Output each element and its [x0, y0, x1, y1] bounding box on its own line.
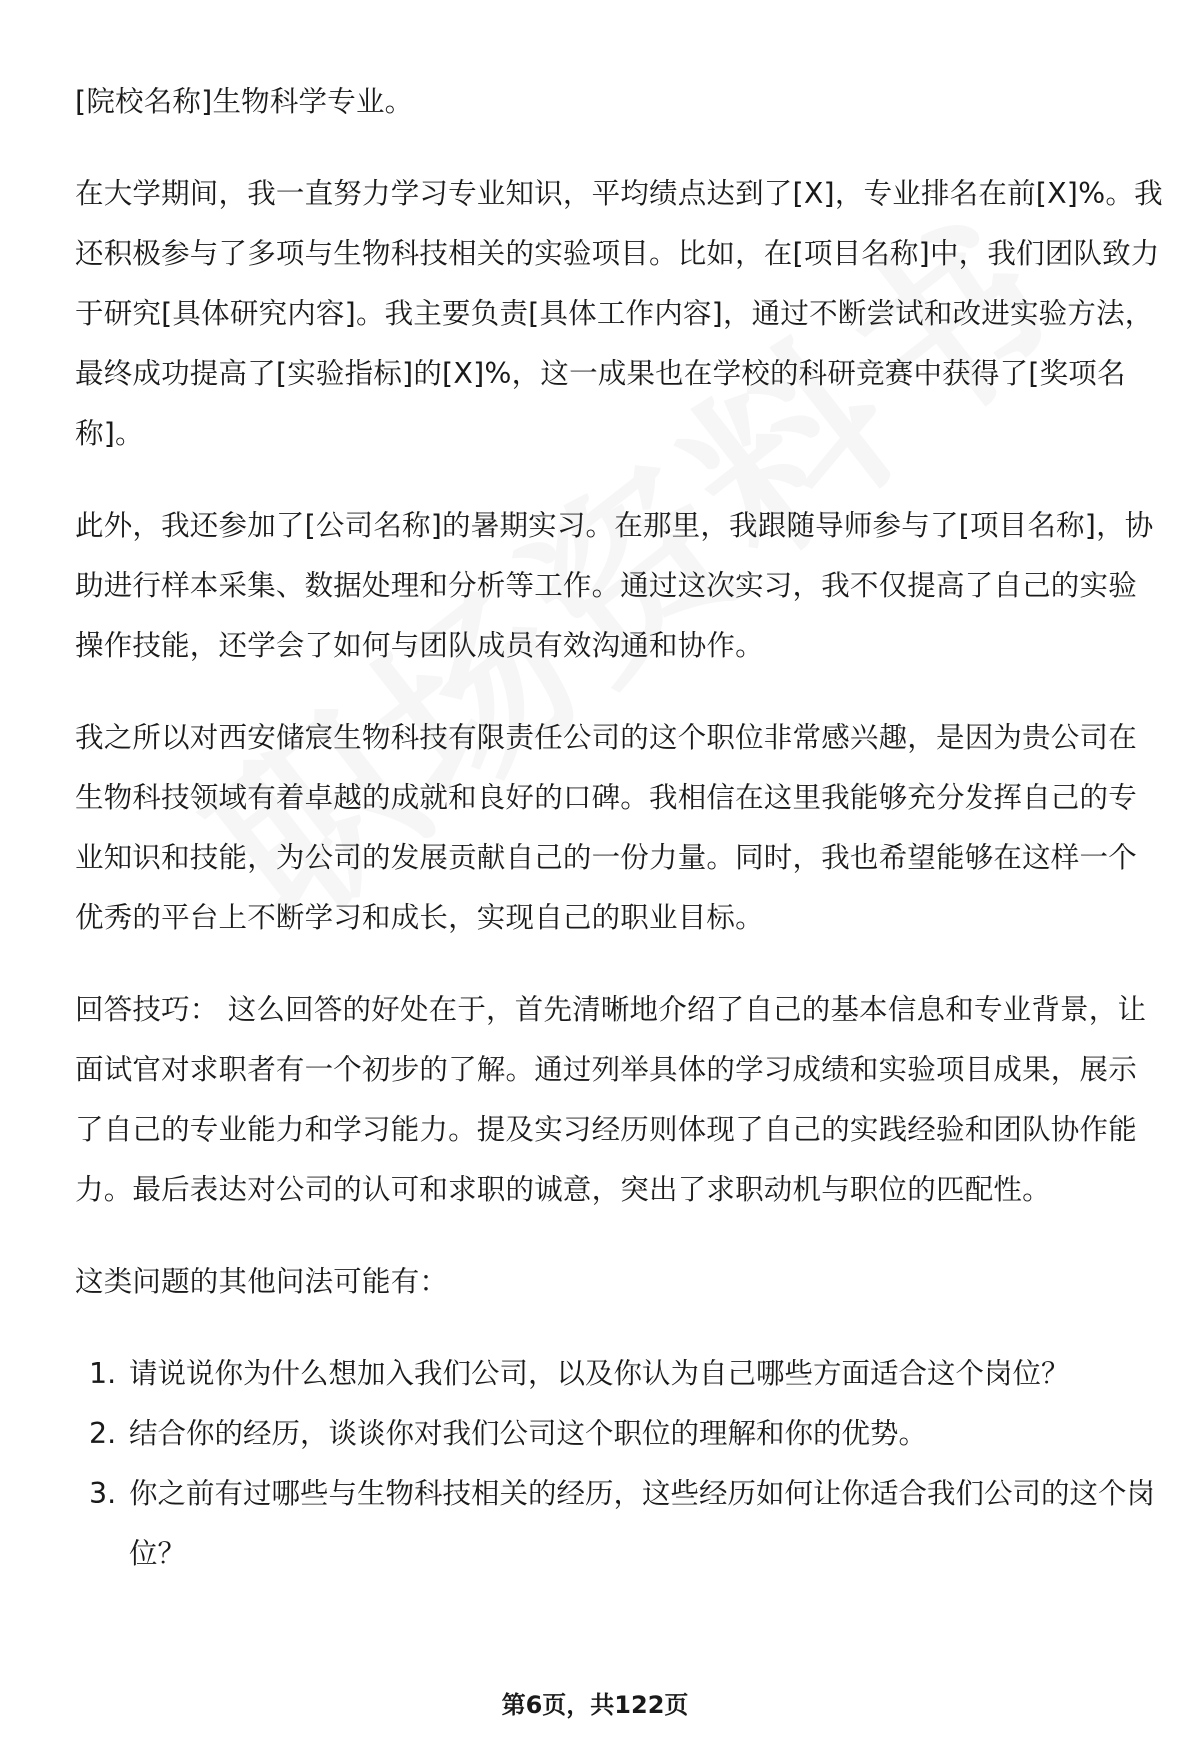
list-item: [75, 1464, 1165, 1584]
paragraph-answer-tips: 回答技巧： 这么回答的好处在于，首先清晰地介绍了自己的基本信息和专业背景，让面试官对求职者有一个初步的了解。通过列举具体的学习成绩和实验项目成果，展示了自己的专业能力和学习能力。提及实习经历则体现了自己的实践经验和团队协作能力。最后表达对公司的认可和求职的诚意，突出了求职动机与职位的匹配性。: [75, 993, 1147, 1206]
list-item: [75, 1344, 1165, 1404]
list-number: 1.: [89, 1357, 117, 1390]
paragraph-other-questions-heading: 这类问题的其他问法可能有：: [75, 1265, 449, 1298]
list-number: 2.: [89, 1417, 117, 1450]
list-number: 3.: [89, 1477, 117, 1510]
paragraph-internship: 此外，我还参加了[公司名称]的暑期实习。在那里，我跟随导师参与了[项目名称]，协助进行样本采集、数据处理和分析等工作。通过这次实习，我不仅提高了自己的实验操作技能，还学会了如何与团队成员有效沟通和协作。: [75, 509, 1154, 662]
paragraph-university: 在大学期间，我一直努力学习专业知识，平均绩点达到了[X]，专业排名在前[X]%。我还积极参与了多项与生物科技相关的实验项目。比如，在[项目名称]中，我们团队致力于研究[具体研究内容]。我主要负责[具体工作内容]，通过不断尝试和改进实验方法，最终成功提高了[实验指标]的[X]%，这一成果也在学校的科研竞赛中获得了[奖项名称]。: [75, 177, 1163, 450]
list-item-text: 结合你的经历，谈谈你对我们公司这个职位的理解和你的优势。: [129, 1417, 928, 1450]
page-footer: 第6页，共122页: [501, 1691, 689, 1719]
paragraph-motivation: 我之所以对西安储宸生物科技有限责任公司的这个职位非常感兴趣，是因为贵公司在生物科技领域有着卓越的成就和良好的口碑。我相信在这里我能够充分发挥自己的专业知识和技能，为公司的发展贡献自己的一份力量。同时，我也希望能够在这样一个优秀的平台上不断学习和成长，实现自己的职业目标。: [75, 721, 1137, 934]
document-body: [75, 72, 1165, 1584]
paragraph-school: [院校名称]生物科学专业。: [75, 85, 414, 118]
list-item-text: 你之前有过哪些与生物科技相关的经历，这些经历如何让你适合我们公司的这个岗位？: [129, 1477, 1156, 1570]
list-item: [75, 1404, 1165, 1464]
list-item-text: 请说说你为什么想加入我们公司，以及你认为自己哪些方面适合这个岗位？: [129, 1357, 1070, 1390]
other-questions-list: [75, 1344, 1165, 1584]
